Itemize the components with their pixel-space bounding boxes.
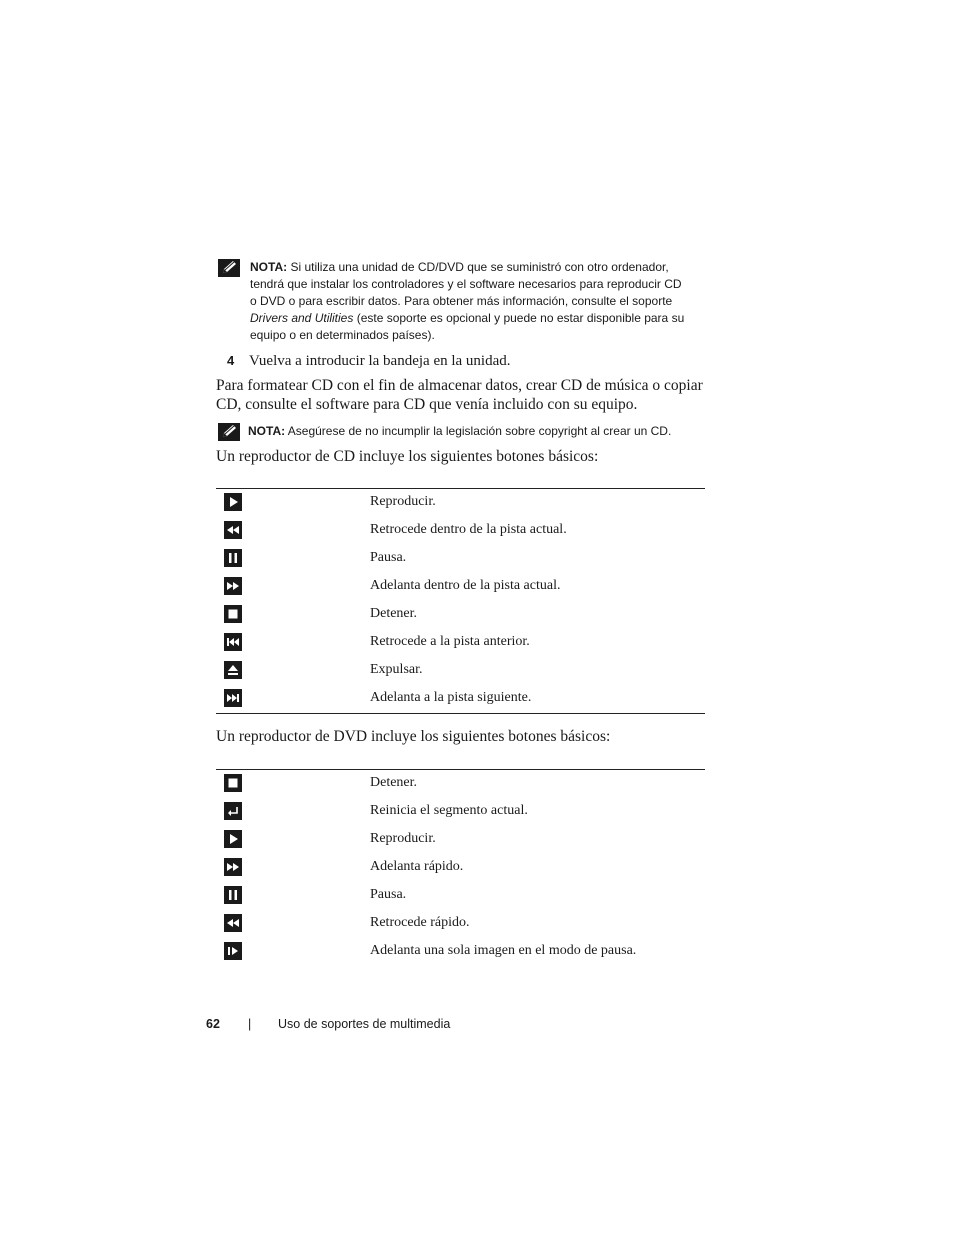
button-description: Retrocede a la pista anterior. [370,634,530,649]
button-description: Retrocede rápido. [370,915,470,930]
table-row [216,489,705,517]
previous-track-icon [224,633,242,651]
pause-icon [224,886,242,904]
fast-forward-icon [224,858,242,876]
rewind-icon [224,521,242,539]
eject-icon [224,661,242,679]
table-row [216,601,705,629]
note-line-1: Si utiliza una unidad de CD/DVD que se suministró con otro ordenador, [290,260,669,274]
table-row [216,770,705,798]
step-item [227,351,511,371]
stop-icon [224,774,242,792]
frame-advance-icon [224,942,242,960]
rewind-icon [224,914,242,932]
paragraph-line-2: CD, consulte el software para CD que venía incluido con su equipo. [216,396,638,413]
note-pencil-icon [218,259,240,277]
next-track-icon [224,689,242,707]
button-description: Detener. [370,606,418,621]
button-description: Adelanta a la pista siguiente. [370,690,532,705]
button-description: Reproducir. [370,494,436,509]
note-italic-title: Drivers and Utilities [250,311,354,325]
note-text [250,259,684,344]
table-row [216,826,705,854]
note-pencil-icon [218,423,240,441]
button-description: Adelanta dentro de la pista actual. [370,578,561,593]
note-label: NOTA: [250,260,288,274]
button-description: Pausa. [370,550,407,565]
dvd-intro: Un reproductor de DVD incluye los siguientes botones básicos: [216,728,611,745]
page-number: 62 [206,1017,220,1031]
dvd-buttons-table [216,769,705,966]
restart-segment-icon [224,802,242,820]
note-block [216,258,716,346]
table-row [216,854,705,882]
table-row [216,629,705,657]
button-description: Retrocede dentro de la pista actual. [370,522,567,537]
note-copyright-text: Asegúrese de no incumplir la legislación sobre copyright al crear un CD. [287,424,672,438]
cd-buttons-table [216,488,705,714]
table-row [216,657,705,685]
note-line-5: equipo o en determinados países). [250,328,435,342]
play-icon [224,830,242,848]
paragraph-line-1: Para formatear CD con el fin de almacenar datos, crear CD de música o copiar [216,377,703,394]
step-text: Vuelva a introducir la bandeja en la unidad. [249,353,511,369]
table-row [216,517,705,545]
table-row [216,910,705,938]
stop-icon [224,605,242,623]
table-row [216,685,705,713]
table-row [216,882,705,910]
button-description: Adelanta rápido. [370,859,464,874]
button-description: Expulsar. [370,662,423,677]
body-paragraph [216,376,716,414]
button-description: Adelanta una sola imagen en el modo de pausa. [370,943,637,958]
button-description: Reinicia el segmento actual. [370,803,528,818]
note-line-2: tendrá que instalar los controladores y el software necesarios para reproducir CD [250,277,682,291]
note-text [248,423,671,440]
cd-intro: Un reproductor de CD incluye los siguientes botones básicos: [216,448,599,465]
table-row [216,938,705,966]
table-row [216,545,705,573]
button-description: Pausa. [370,887,407,902]
note-block [216,422,716,444]
fast-forward-icon [224,577,242,595]
note-label: NOTA: [248,424,286,438]
note-line-4: (este soporte es opcional y puede no estar disponible para su [353,311,685,325]
footer-separator: | [248,1017,252,1031]
step-number: 4 [227,353,235,368]
pause-icon [224,549,242,567]
button-description: Detener. [370,775,418,790]
table-row [216,573,705,601]
play-icon [224,493,242,511]
table-row [216,798,705,826]
button-description: Reproducir. [370,831,436,846]
section-title: Uso de soportes de multimedia [278,1017,451,1031]
note-line-3: o DVD o para escribir datos. Para obtener más información, consulte el soporte [250,294,673,308]
